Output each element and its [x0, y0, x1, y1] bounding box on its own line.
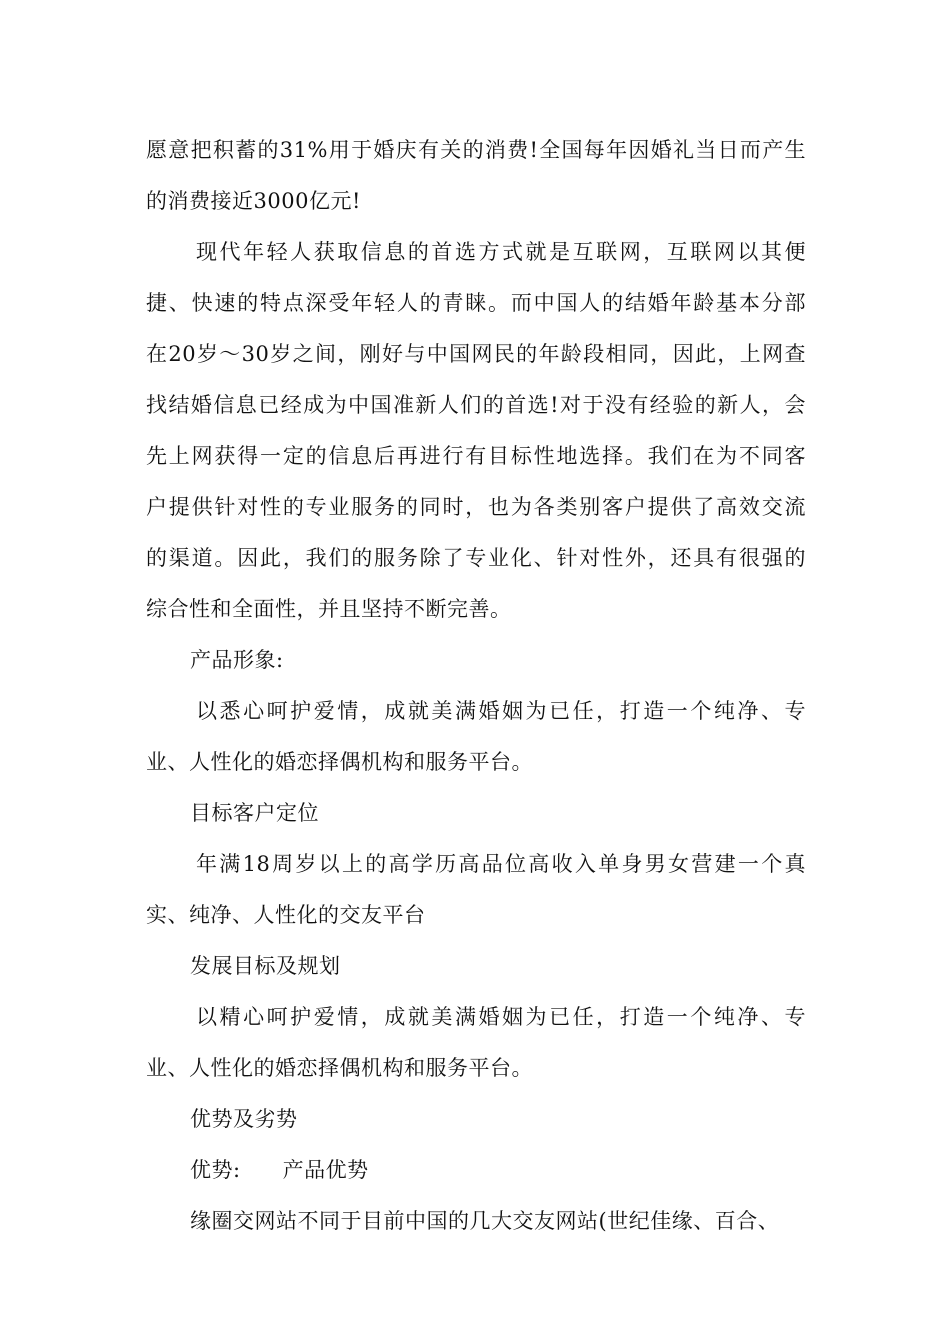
section-heading: 优势及劣势	[190, 1107, 298, 1131]
paragraph-line: 找结婚信息已经成为中国准新人们的首选!对于没有经验的新人，会	[146, 393, 806, 417]
section-heading: 发展目标及规划	[190, 954, 341, 978]
paragraph-line: 以悉心呵护爱情，成就美满婚姻为已任，打造一个纯净、专	[196, 699, 806, 723]
paragraph-line: 以精心呵护爱情，成就美满婚姻为已任，打造一个纯净、专	[196, 1005, 806, 1029]
advantage-value: 产品优势	[282, 1158, 369, 1182]
paragraph-line: 在20岁～30岁之间，刚好与中国网民的年龄段相同，因此，上网查	[146, 342, 806, 366]
paragraph-line: 现代年轻人获取信息的首选方式就是互联网，互联网以其便	[196, 240, 806, 264]
paragraph-line: 业、人性化的婚恋择偶机构和服务平台。	[146, 750, 533, 774]
section-heading: 产品形象:	[190, 648, 284, 672]
advantage-label: 优势:	[190, 1158, 241, 1182]
paragraph-line: 年满18周岁以上的高学历高品位高收入单身男女营建一个真	[196, 852, 806, 876]
paragraph-line: 综合性和全面性，并且坚持不断完善。	[146, 597, 512, 621]
paragraph-line: 的消费接近3000亿元!	[146, 189, 361, 213]
advantage-line	[190, 1153, 806, 1187]
paragraph-line: 愿意把积蓄的31%用于婚庆有关的消费!全国每年因婚礼当日而产生	[146, 138, 806, 162]
paragraph-line: 捷、快速的特点深受年轻人的青睐。而中国人的结婚年龄基本分部	[146, 291, 806, 315]
paragraph-line: 的渠道。因此，我们的服务除了专业化、针对性外，还具有很强的	[146, 546, 806, 570]
paragraph-line: 实、纯净、人性化的交友平台	[146, 903, 426, 927]
paragraph-line: 户提供针对性的专业服务的同时，也为各类别客户提供了高效交流	[146, 495, 806, 519]
paragraph-line: 业、人性化的婚恋择偶机构和服务平台。	[146, 1056, 533, 1080]
paragraph-line: 缘圈交网站不同于目前中国的几大交友网站(世纪佳缘、百合、	[190, 1209, 780, 1233]
section-heading: 目标客户定位	[190, 801, 319, 825]
paragraph-line: 先上网获得一定的信息后再进行有目标性地选择。我们在为不同客	[146, 444, 806, 468]
